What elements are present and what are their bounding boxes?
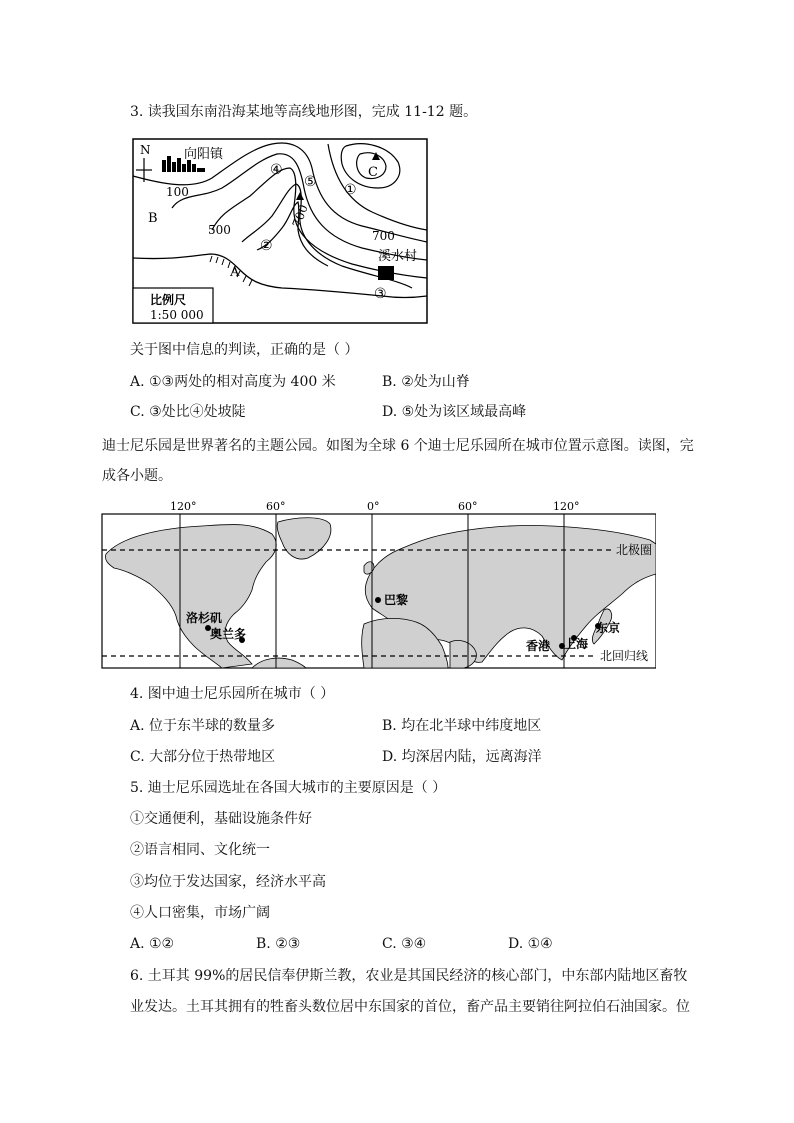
scale-value: 1:50 000 (150, 308, 204, 322)
q6-line-2: 业发达。土耳其拥有的牲畜头数位居中东国家的首位，畜产品主要销往阿拉伯石油国家。位 (130, 999, 690, 1015)
q3-option-c[interactable]: C. ③处比④处坡陡 (130, 404, 246, 420)
marker-2: ② (260, 238, 273, 254)
q4-option-d[interactable]: D. 均深居内陆，远离海洋 (382, 749, 542, 765)
contour-map (132, 138, 428, 324)
q5-item-1: ①交通便利，基础设施条件好 (130, 811, 312, 827)
q3-option-a[interactable]: A. ①③两处的相对高度为 400 米 (130, 374, 336, 390)
north-label: N (140, 143, 151, 157)
city-tokyo-label: 东京 (596, 621, 621, 635)
lon-60w: 60° (266, 500, 286, 513)
village-label: 溪水村 (378, 249, 418, 264)
q5-stem: 5. 迪士尼乐园选址在各国大城市的主要原因是（ ） (130, 780, 447, 796)
q3-option-d[interactable]: D. ⑤处为该区域最高峰 (382, 404, 527, 420)
marker-1: ① (344, 182, 357, 198)
q3-option-b[interactable]: B. ②处为山脊 (382, 374, 470, 390)
q5-option-c[interactable]: C. ③④ (382, 936, 427, 952)
world-map (100, 496, 656, 672)
lon-60e: 60° (458, 500, 478, 513)
q5-option-a[interactable]: A. ①② (130, 936, 175, 952)
q5-item-2: ②语言相同、文化统一 (130, 842, 270, 858)
contour-700a-label: 700 (289, 202, 311, 230)
label-a: A (230, 265, 240, 280)
disney-intro-2: 成各小题。 (102, 468, 172, 484)
scale-title: 比例尺 (150, 293, 187, 307)
q4-stem: 4. 图中迪士尼乐园所在城市（ ） (130, 686, 335, 702)
q3-stem: 3. 读我国东南沿海某地等高线地形图，完成 11-12 题。 (130, 104, 478, 120)
contour-100-label: 100 (166, 185, 189, 199)
city-paris-label: 巴黎 (384, 593, 409, 607)
lon-120w: 120° (170, 500, 197, 513)
contour-700b-label: 700 (372, 229, 395, 243)
q5-item-3: ③均位于发达国家，经济水平高 (130, 874, 326, 890)
village-icon (378, 266, 394, 280)
marker-5: ⑤ (304, 174, 317, 190)
arctic-circle-label: 北极圈 (616, 543, 653, 557)
q4-option-c[interactable]: C. 大部分位于热带地区 (130, 749, 276, 765)
marker-3: ③ (374, 286, 387, 302)
city-hk-label: 香港 (526, 639, 551, 653)
q6-line-1: 6. 土耳其 99%的居民信奉伊斯兰教，农业是其国民经济的核心部门，中东部内陆地区畜牧 (130, 968, 688, 984)
disney-intro-1: 迪士尼乐园是世界著名的主题公园。如图为全球 6 个迪士尼乐园所在城市位置示意图。读图，完 (102, 438, 694, 454)
q4-option-b[interactable]: B. 均在北半球中纬度地区 (382, 718, 542, 734)
city-sh-label: 上海 (564, 637, 589, 651)
q5-item-4: ④人口密集，市场广阔 (130, 905, 270, 921)
label-c: C (368, 165, 378, 180)
contour-500-label: 500 (208, 223, 231, 237)
city-la-label: 洛杉矶 (186, 611, 223, 625)
city-paris-dot (375, 597, 381, 603)
city-orlando-label: 奥兰多 (210, 627, 247, 641)
q5-option-d[interactable]: D. ①④ (508, 936, 553, 952)
tropic-label: 北回归线 (600, 649, 649, 663)
label-b: B (148, 211, 158, 226)
q3-question: 关于图中信息的判读，正确的是（ ） (130, 342, 359, 358)
lon-120e: 120° (553, 500, 580, 513)
town-label: 向阳镇 (184, 147, 224, 162)
marker-4: ④ (270, 162, 283, 178)
lon-0: 0° (367, 500, 380, 513)
q5-option-b[interactable]: B. ②③ (256, 936, 301, 952)
q4-option-a[interactable]: A. 位于东半球的数量多 (130, 718, 276, 734)
